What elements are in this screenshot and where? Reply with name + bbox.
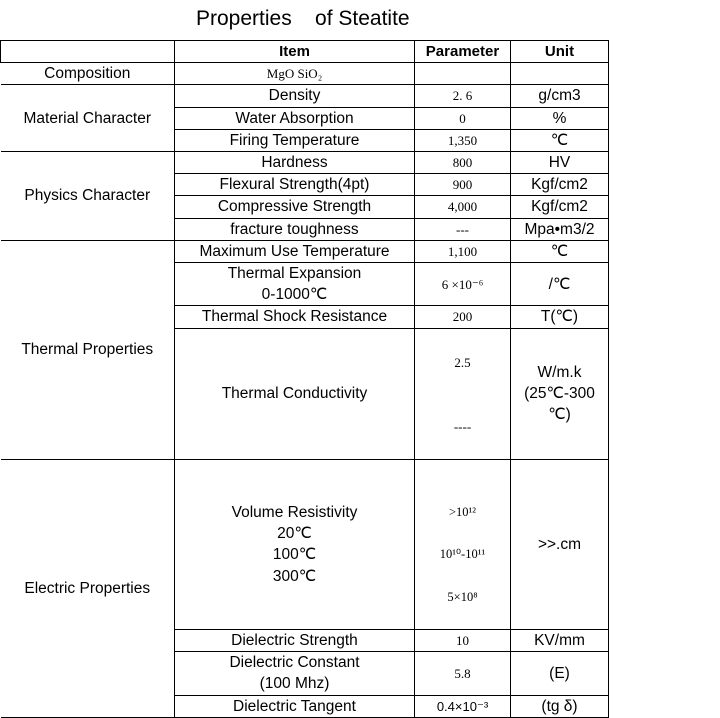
item-composition: MgO SiO₂ [175, 63, 415, 85]
parameter-composition [415, 63, 511, 85]
table-row [1, 85, 609, 107]
parameter-firing-temperature: 1,350 [415, 129, 511, 151]
item-dielectric-tangent: Dielectric Tangent [175, 695, 415, 717]
parameter-compressive-strength: 4,000 [415, 196, 511, 218]
parameter-resistivity-300: 5×10⁸ [447, 589, 478, 604]
parameter-conductivity-value: 2.5 [454, 354, 471, 370]
parameter-flexural-strength: 900 [415, 174, 511, 196]
category-physics: Physics Character [1, 152, 175, 241]
item-thermal-expansion: Thermal Expansion 0-1000℃ [175, 263, 415, 306]
unit-thermal-shock: T(℃) [511, 306, 609, 328]
unit-dielectric-constant: (E) [511, 652, 609, 695]
unit-thermal-conductivity: W/m.k (25℃-300 ℃) [511, 328, 609, 459]
table-row [1, 240, 609, 262]
unit-hardness: HV [511, 152, 609, 174]
parameter-max-use-temperature: 1,100 [415, 240, 511, 262]
category-thermal: Thermal Properties [1, 240, 175, 459]
properties-table [0, 40, 609, 718]
item-volume-resistivity: Volume Resistivity 20℃ 100℃ 300℃ [175, 459, 415, 629]
item-hardness: Hardness [175, 152, 415, 174]
table-row [1, 63, 609, 85]
parameter-hardness: 800 [415, 152, 511, 174]
header-item: Item [175, 41, 415, 63]
parameter-resistivity-20: >10¹² [448, 504, 477, 519]
item-density: Density [175, 85, 415, 107]
header-category [1, 41, 175, 63]
unit-flexural-strength: Kgf/cm2 [511, 174, 609, 196]
parameter-density: 2. 6 [415, 85, 511, 107]
parameter-dielectric-strength: 10 [415, 630, 511, 652]
unit-water-absorption: % [511, 107, 609, 129]
item-compressive-strength: Compressive Strength [175, 196, 415, 218]
category-material: Material Character [1, 85, 175, 152]
unit-composition [511, 63, 609, 85]
header-parameter: Parameter [415, 41, 511, 63]
item-flexural-strength: Flexural Strength(4pt) [175, 174, 415, 196]
unit-thermal-expansion: /℃ [511, 263, 609, 306]
category-electric: Electric Properties [1, 459, 175, 717]
table-row [1, 152, 609, 174]
item-dielectric-strength: Dielectric Strength [175, 630, 415, 652]
unit-dielectric-tangent: (tg δ) [511, 695, 609, 717]
table-row [1, 459, 609, 629]
parameter-fracture-toughness: --- [415, 218, 511, 240]
parameter-water-absorption: 0 [415, 107, 511, 129]
item-max-use-temperature: Maximum Use Temperature [175, 240, 415, 262]
header-row [1, 41, 609, 63]
parameter-thermal-shock: 200 [415, 306, 511, 328]
category-composition: Composition [1, 63, 175, 85]
parameter-thermal-conductivity [415, 328, 511, 459]
item-fracture-toughness: fracture toughness [175, 218, 415, 240]
unit-compressive-strength: Kgf/cm2 [511, 196, 609, 218]
item-dielectric-constant: Dielectric Constant (100 Mhz) [175, 652, 415, 695]
parameter-dielectric-tangent: 0.4×10⁻³ [415, 695, 511, 717]
parameter-conductivity-dash: ---- [453, 419, 472, 435]
header-unit: Unit [511, 41, 609, 63]
unit-dielectric-strength: KV/mm [511, 630, 609, 652]
unit-density: g/cm3 [511, 85, 609, 107]
parameter-resistivity-100: 10¹⁰-10¹¹ [439, 547, 486, 562]
unit-max-use-temperature: ℃ [511, 240, 609, 262]
parameter-volume-resistivity [415, 459, 511, 629]
page-title: Properties of Steatite [196, 7, 410, 30]
item-thermal-conductivity: Thermal Conductivity [175, 328, 415, 459]
item-water-absorption: Water Absorption [175, 107, 415, 129]
item-firing-temperature: Firing Temperature [175, 129, 415, 151]
unit-fracture-toughness: Mpa•m3/2 [511, 218, 609, 240]
parameter-dielectric-constant: 5.8 [415, 652, 511, 695]
item-thermal-shock: Thermal Shock Resistance [175, 306, 415, 328]
unit-volume-resistivity: >>.cm [511, 459, 609, 629]
unit-firing-temperature: ℃ [511, 129, 609, 151]
parameter-thermal-expansion: 6 ×10⁻⁶ [415, 263, 511, 306]
